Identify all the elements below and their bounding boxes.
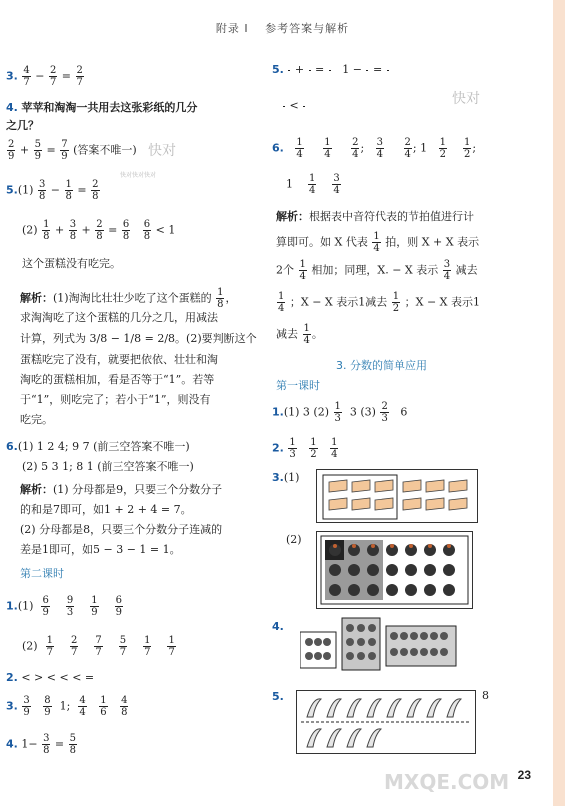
r-l1-answer-2: 2. $\frac{1}{3}$ $\frac{1}{2}$ $\frac{1}{4}$ [272, 437, 338, 460]
analysis-1-l1: 解析：(1)淘淘比壮壮少吃了这个蛋糕的 $\frac{1}{8}$ ， [20, 287, 237, 310]
l2-answer-1-1: 1.(1) $\frac{6}{9}$ $\frac{9}{3}$ $\frac{1}{9}$ $\frac{6}{9}$ [6, 595, 122, 618]
answer-6-2: (2) 5 3 1; 8 1 (前三空答案不唯一) [22, 460, 194, 473]
analysis-2-l4: 差是1即可，如5 − 3 − 1 = 1。 [20, 543, 181, 556]
answer-5-2: (2) $\frac{1}{8}$ + $\frac{3}{8}$ + $\frac{2}{8}$ = $\frac{6}{8}$ $\frac{6}{8}$ < 1 [22, 219, 176, 242]
l2-answer-1-2: (2) $\frac{1}{7}$ $\frac{2}{7}$ $\frac{7}{7}$ $\frac{5}{7}$ $\frac{1}{7}$ $\frac{1}{7}$ [22, 635, 175, 658]
r-analysis-l5: 减去 $\frac{1}{4}$ 。 [276, 323, 323, 346]
right-edge-bar [553, 0, 565, 806]
flowers-picture [300, 614, 460, 672]
answer-6-1: 6.(1) 1 2 4; 9 7 (前三空答案不唯一) [6, 440, 190, 453]
analysis-1-l7: 吃完。 [20, 413, 53, 426]
section-heading: 3. 分数的简单应用 [336, 359, 427, 372]
analysis-2-l3: (2) 分母都是8，只要三个分数分子连减的 [20, 523, 223, 536]
answer-4: $\frac{2}{9}$ + $\frac{5}{9}$ = $\frac{7}{9}$ (答案不唯一) [8, 139, 137, 162]
watermark-small: 快对快对快对 [120, 172, 157, 179]
answer-4-question-2: 之几？ [6, 119, 39, 132]
r-answer-5-2: < [282, 99, 317, 113]
cake-picture [316, 469, 478, 523]
r-analysis-l2: 算即可。如 X 代表 $\frac{1}{4}$ 拍，则 X + X 表示 [276, 231, 480, 254]
watermark-logo-2: 快对 [452, 91, 480, 107]
r-answer-5-1: 5. + = 1 − = [272, 63, 390, 77]
analysis-2-l2: 的和是7即可，如1 + 2 + 4 = 7。 [20, 503, 192, 516]
answer-4-question: 4. 苹苹和淘淘一共用去这张彩纸的几分 [6, 101, 198, 114]
analysis-1-l2: 求淘淘吃了这个蛋糕的几分之几，用减法 [20, 311, 218, 324]
r-l1-answer-3-1: 3.(1) [272, 471, 300, 484]
analysis-1-l5: 淘吃的蛋糕相加，看是否等于“1”。若等 [20, 373, 215, 386]
answer-3: 3. $\frac{4}{7}$ − $\frac{2}{7}$ = $\frac{2}{7}$ [6, 65, 83, 88]
header-right: 参考答案与解析 [265, 22, 350, 35]
r-l1-answer-5-value: 8 [482, 689, 489, 702]
r-answer-6-1: 6. $\frac{1}{4}$ $\frac{1}{4}$ $\frac{2}{4}$ ; $\frac{3}{4}$ $\frac{2}{4}$ ; 1 $\frac{1}{2}$ $\frac{1}{2}$ ; [272, 137, 477, 160]
r-analysis-l4: $\frac{1}{4}$ ；X − X 表示1减去 $\frac{1}{2}$ ；X − X 表示1 [278, 291, 480, 314]
l2-answer-4: 4. 1− $\frac{3}{8}$ = $\frac{5}{8}$ [6, 733, 77, 756]
bananas-picture [296, 690, 476, 754]
page-header [0, 20, 565, 36]
r-l1-answer-5: 5. [272, 690, 284, 703]
page-number: 23 [517, 768, 531, 782]
header-left: 附录 I [215, 22, 249, 35]
r-analysis-l1: 解析：根据表中音符代表的节拍值进行计 [276, 210, 474, 223]
r-answer-6-2: 1 $\frac{1}{4}$ $\frac{3}{4}$ [286, 173, 340, 196]
r-l1-answer-3-2: (2) [286, 533, 302, 546]
r-analysis-l3: 2个 $\frac{1}{4}$ 相加；同理，X. − X 表示 $\frac{3}{4}$ 减去 [276, 259, 478, 282]
l2-answer-3: 3. $\frac{3}{9}$ $\frac{8}{9}$ 1; $\frac{4}{4}$ $\frac{1}{6}$ $\frac{4}{8}$ [6, 695, 128, 718]
analysis-2-l1: 解析：(1) 分母都是9，只要三个分数分子 [20, 483, 223, 496]
cupcake-picture [316, 531, 473, 609]
answer-5-conclusion: 这个蛋糕没有吃完。 [22, 257, 121, 270]
watermark-logo: 快对 [148, 143, 176, 159]
watermark-site: MXQE.COM [384, 770, 510, 794]
r-l1-answer-1: 1.(1) 3 (2) $\frac{1}{3}$ 3 (3) $\frac{2}{3}$ 6 [272, 401, 408, 424]
r-l1-answer-4: 4. [272, 620, 284, 633]
analysis-1-l3: 计算，列式为 3/8 − 1/8 = 2/8。(2)要判断这个 [20, 332, 257, 345]
answer-5-1: 5.(1) $\frac{3}{8}$ − $\frac{1}{8}$ = $\frac{2}{8}$ [6, 179, 99, 202]
analysis-1-l4: 蛋糕吃完了没有，就要把依依、壮壮和淘 [20, 353, 218, 366]
analysis-1-l6: 于“1”，则吃完了；若小于“1”，则没有 [20, 393, 211, 406]
l2-answer-2: 2. < > < < < = [6, 671, 95, 684]
lesson-2-heading: 第二课时 [20, 567, 64, 580]
lesson-1-heading: 第一课时 [276, 379, 320, 392]
